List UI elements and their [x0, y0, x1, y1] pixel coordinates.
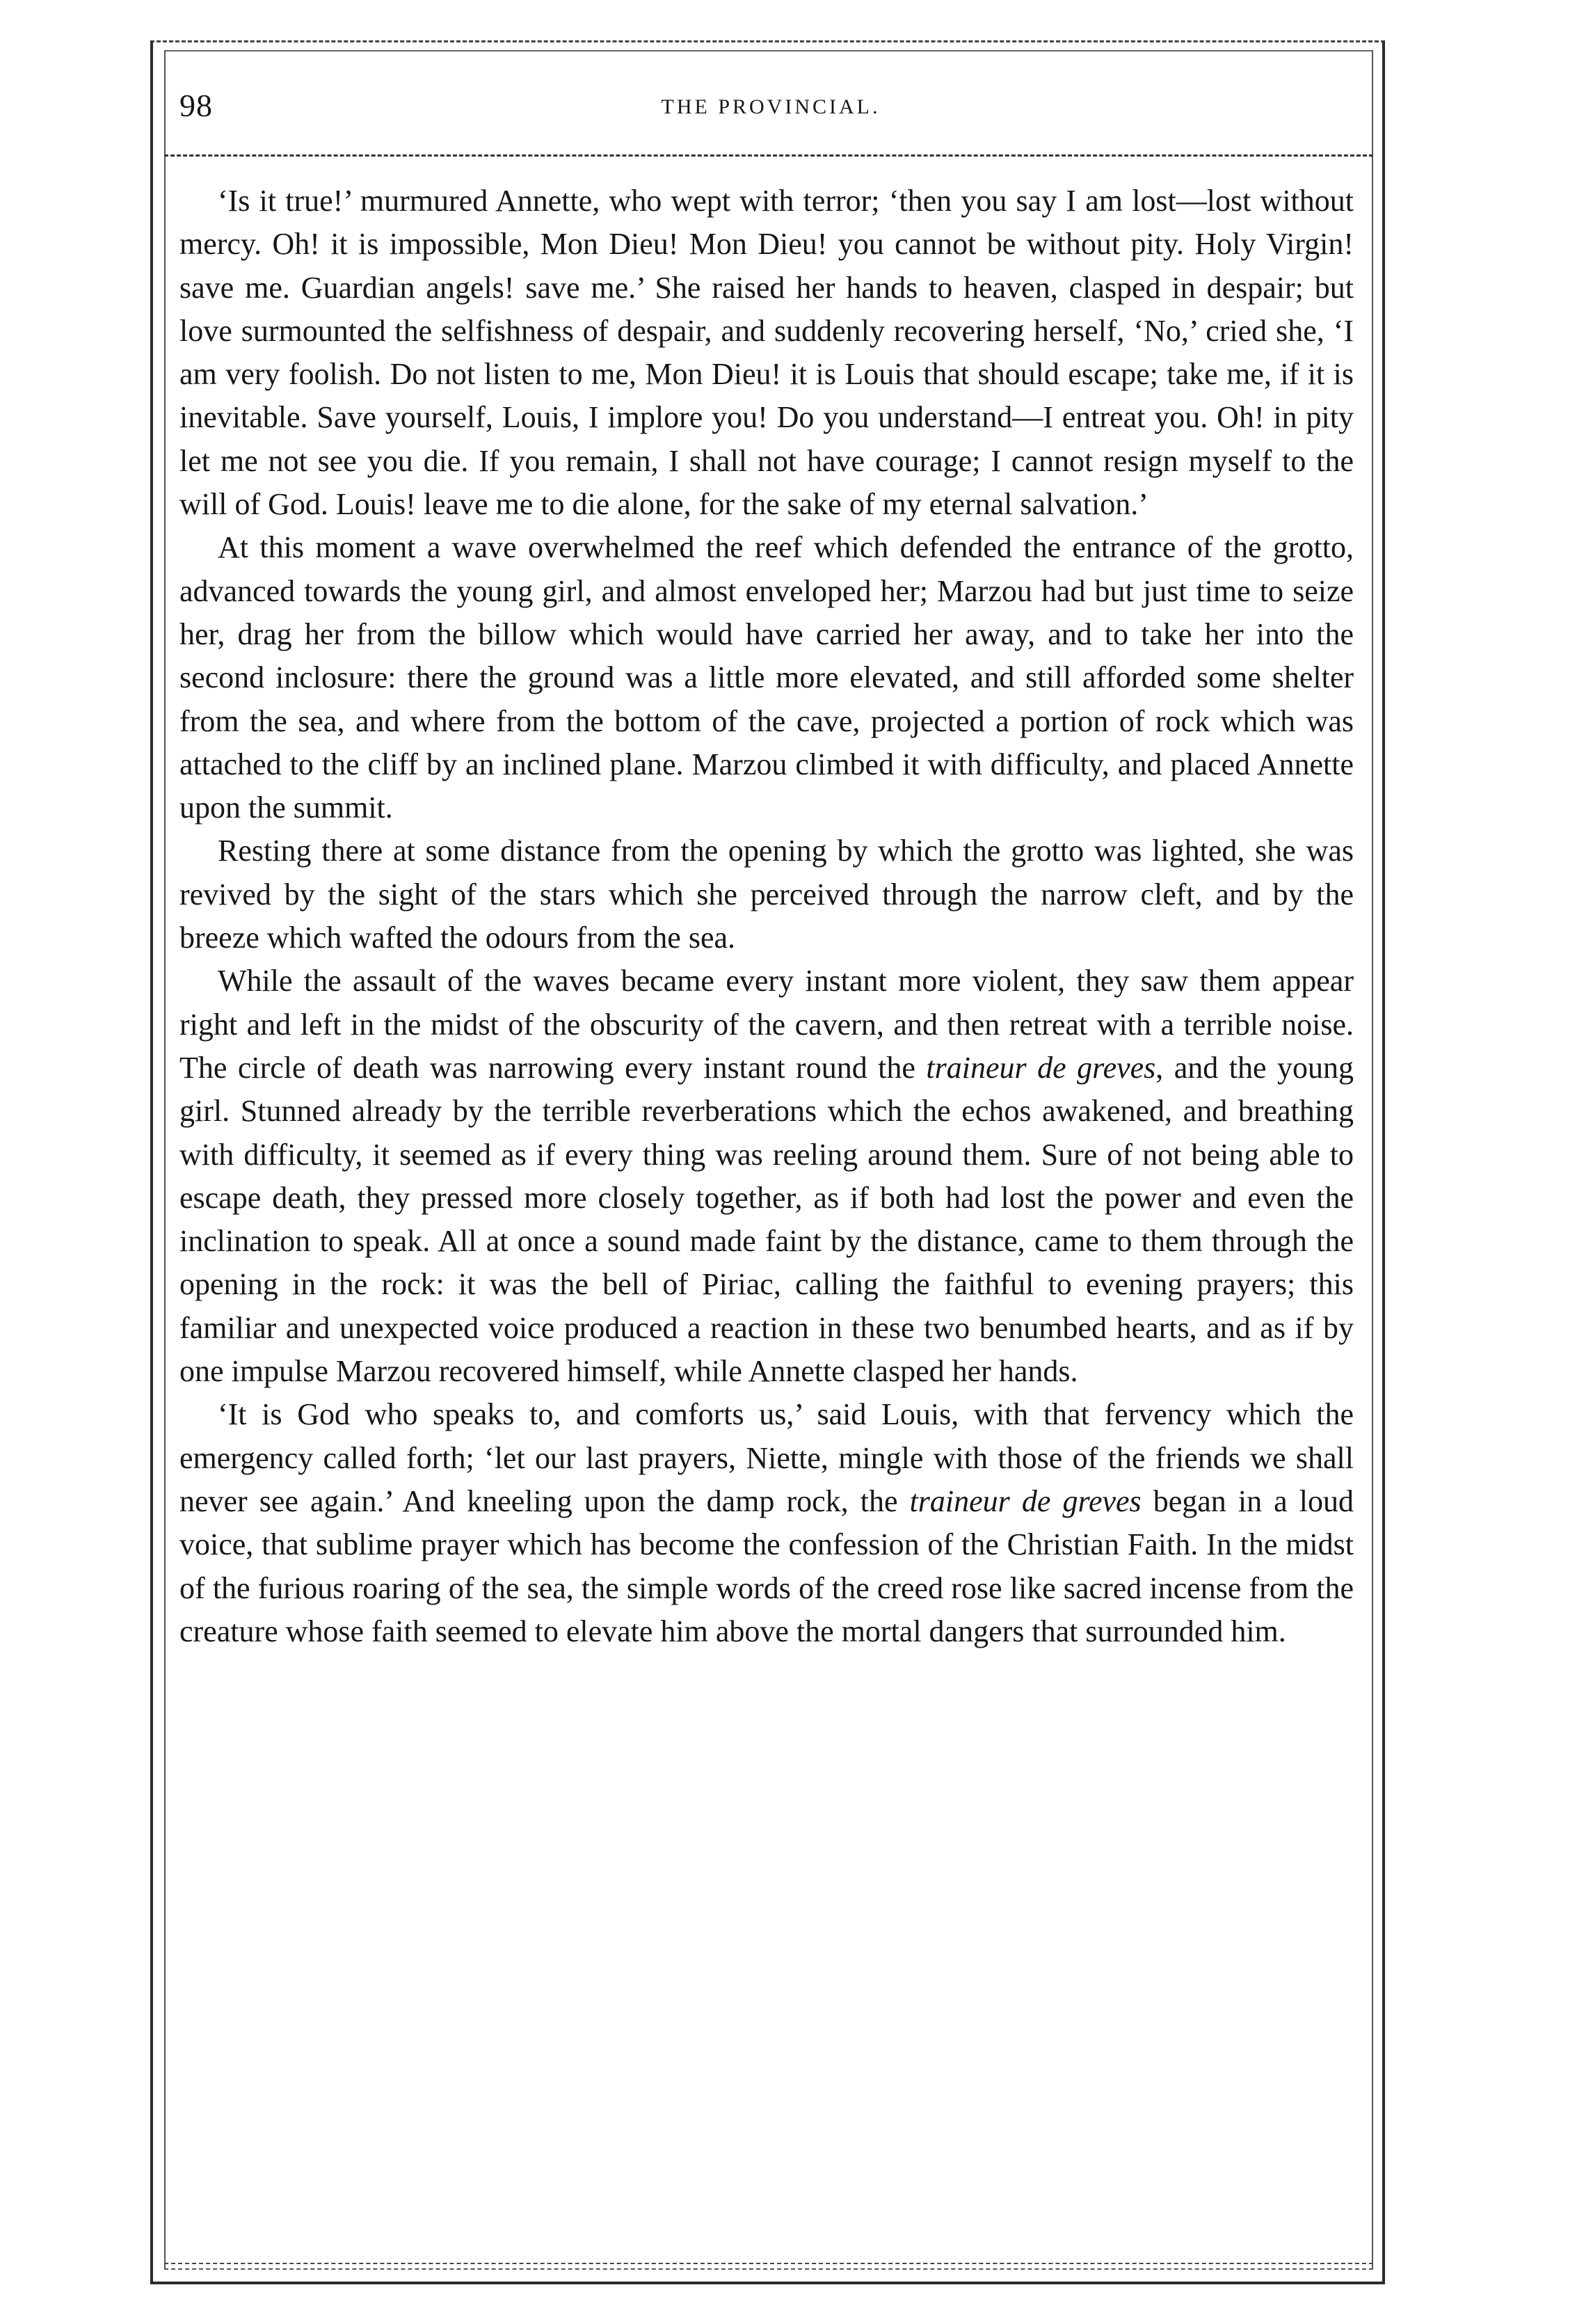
paragraph-4: While the assault of the waves became every instant more violent, they saw them appear right and left in the midst of the obscurity of the cavern, and then retreat with a terrible noise. The circle of death was narrowing every instant round the traineur de greves, and the young girl. Stunned already by the terrible reverberations which the echos awakened, and breathing with difficulty, it seemed as if every thing was reeling around them. Sure of not being able to escape death, they pressed more closely together, as if both had lost the power and even the inclination to speak. All at once a sound made faint by the distance, came to them through the opening in the rock: it was the bell of Piriac, calling the faithful to evening prayers; this familiar and unexpected voice produced a reaction in these two benumbed hearts, and as if by one impulse Marzou recovered himself, while Annette clasped her hands.	[179, 964, 1354, 1389]
paragraph-1: ‘Is it true!’ murmured Annette, who wept with terror; ‘then you say I am lost—lost without mercy. Oh! it is impossible, Mon Dieu! Mon Dieu! you cannot be without pity. Holy Virgin! save me. Guardian angels! save me.’ She raised her hands to heaven, clasped in despair; but love surmounted the selfishness of despair, and suddenly recovering herself, ‘No,’ cried she, ‘I am very foolish. Do not listen to me, Mon Dieu! it is Louis that should escape; take me, if it is inevitable. Save yourself, Louis, I implore you! Do you understand—I entreat you. Oh! in pity let me not see you die. If you remain, I shall not have courage; I cannot resign myself to the will of God. Louis! leave me to die alone, for the sake of my eternal salvation.’	[179, 184, 1354, 522]
paragraph-5: ‘It is God who speaks to, and comforts us,’ said Louis, with that fervency which the emergency called forth; ‘let our last prayers, Niette, mingle with those of the friends we shall never see again.’ And kneeling upon the damp rock, the traineur de greves began in a loud voice, that sublime prayer which has become the confession of the Christian Faith. In the midst of the furious roaring of the sea, the simple words of the creed rose like sacred incense from the creature whose faith seemed to elevate him above the mortal dangers that surrounded him.	[179, 1397, 1354, 1648]
italic-phrase: traineur de greves	[926, 1050, 1156, 1085]
bottom-rule	[164, 2263, 1373, 2264]
page-header	[179, 87, 1362, 136]
italic-phrase: traineur de greves	[909, 1483, 1142, 1518]
paragraph-3: Resting there at some distance from the opening by which the grotto was lighted, she was revived by the sight of the stars which she perceived through the narrow cleft, and by the breeze which wafted the odours from the sea.	[179, 834, 1354, 955]
running-head: THE PROVINCIAL.	[661, 95, 881, 118]
paragraph-2: At this moment a wave overwhelmed the reef which defended the entrance of the grotto, advanced towards the young girl, and almost enveloped her; Marzou had but just time to seize her, drag her from the billow which would have carried her away, and to take her into the second inclosure: there the ground was a little more elevated, and still afforded some shelter from the sea, and where from the bottom of the cave, projected a portion of rock which was attached to the cliff by an inclined plane. Marzou climbed it with difficulty, and placed Annette upon the summit.	[179, 530, 1354, 825]
header-rule	[164, 154, 1373, 157]
body-text	[179, 180, 1354, 1653]
page-number: 98	[179, 88, 213, 123]
